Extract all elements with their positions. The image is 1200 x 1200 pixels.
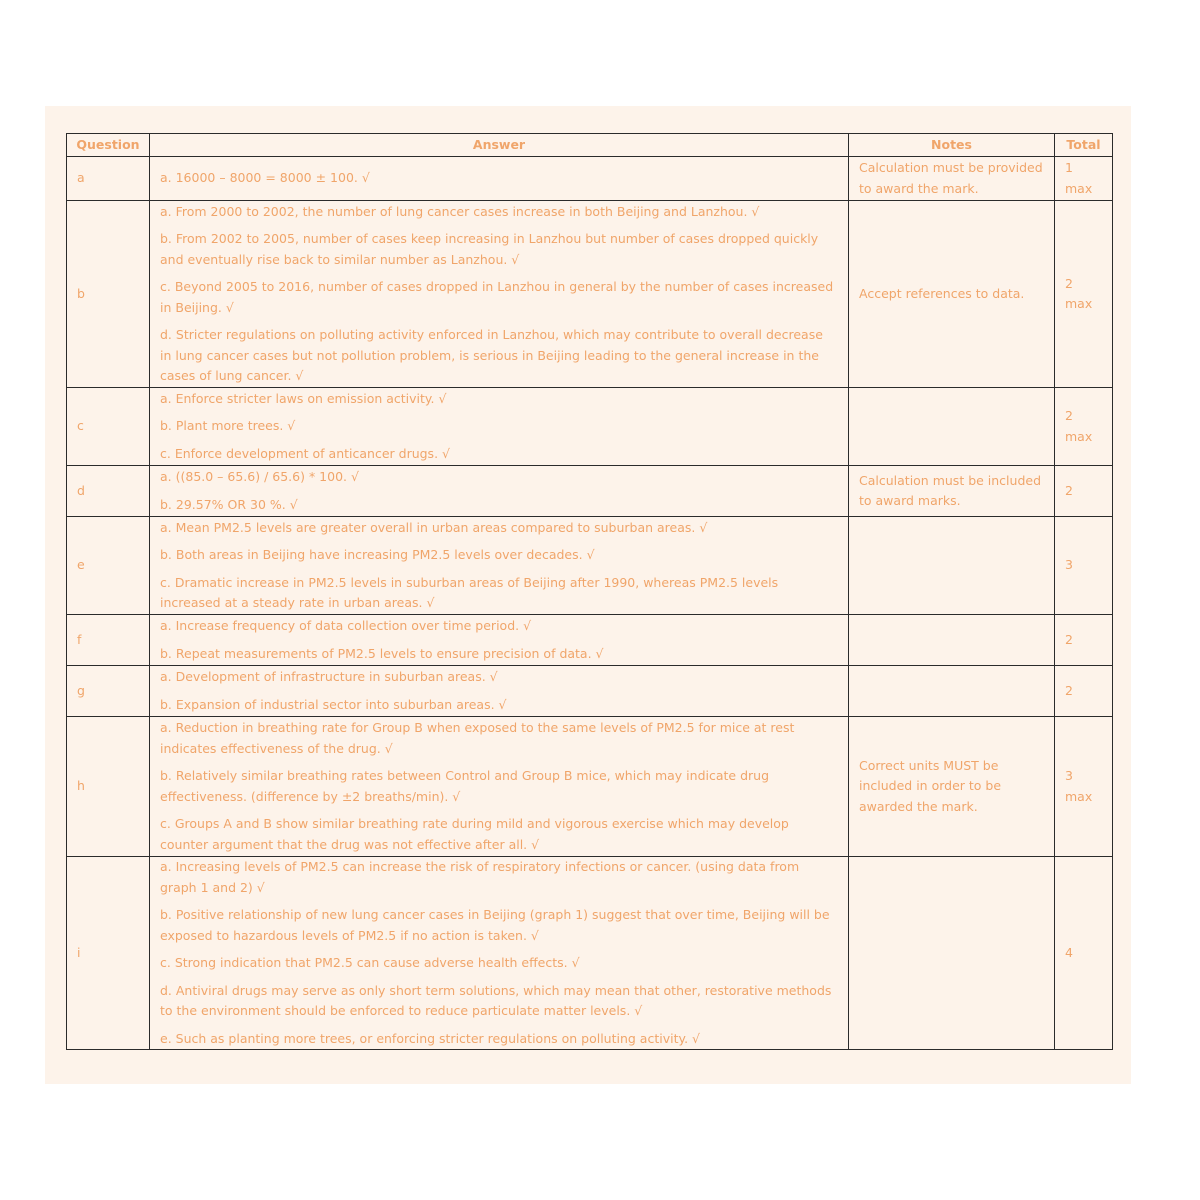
question-cell: f bbox=[67, 615, 150, 666]
notes-cell bbox=[849, 388, 1055, 466]
total-cell: 1 max bbox=[1055, 157, 1113, 201]
header-row bbox=[67, 134, 1113, 157]
notes-cell bbox=[849, 666, 1055, 717]
answer-cell bbox=[150, 517, 849, 615]
answer-point: a. ((85.0 – 65.6) / 65.6) * 100. √ bbox=[160, 469, 359, 484]
answer-point: c. Groups A and B show similar breathing rate during mild and vigorous exercise which may develop counter argument that the drug was not effective after all. √ bbox=[160, 816, 789, 852]
answer-point: a. From 2000 to 2002, the number of lung cancer cases increase in both Beijing and Lanzhou. √ bbox=[160, 203, 760, 219]
total-cell: 2 max bbox=[1055, 388, 1113, 466]
table-row bbox=[67, 388, 1113, 466]
header-notes: Notes bbox=[849, 134, 1055, 157]
total-cell: 3 max bbox=[1055, 717, 1113, 857]
answer-point: b. Relatively similar breathing rates between Control and Group B mice, which may indicate drug effectiveness. (difference by ±2 breaths/min). √ bbox=[160, 768, 770, 804]
answer-cell bbox=[150, 466, 849, 517]
notes-cell bbox=[849, 857, 1055, 1050]
table-row bbox=[67, 857, 1113, 1050]
notes-cell bbox=[849, 615, 1055, 666]
answer-point: a. Increase frequency of data collection over time period. √ bbox=[160, 618, 532, 633]
answer-point: b. 29.57% OR 30 %. √ bbox=[160, 496, 298, 512]
mark-scheme-panel bbox=[45, 106, 1131, 1084]
answer-point: c. Dramatic increase in PM2.5 levels in suburban areas of Beijing after 1990, whereas PM2.5 levels increased at a steady rate in urban areas. √ bbox=[160, 574, 779, 610]
answer-point: a. Increasing levels of PM2.5 can increase the risk of respiratory infections or cancer. (using data from graph 1 and 2) √ bbox=[160, 859, 800, 895]
question-cell: h bbox=[67, 717, 150, 857]
table-row bbox=[67, 157, 1113, 201]
answer-point: a. Reduction in breathing rate for Group B when exposed to the same levels of PM2.5 for mice at rest indicates effectiveness of the drug. √ bbox=[160, 720, 795, 756]
answer-point: a. Mean PM2.5 levels are greater overall in urban areas compared to suburban areas. √ bbox=[160, 519, 708, 535]
total-cell: 2 bbox=[1055, 466, 1113, 517]
question-cell: b bbox=[67, 201, 150, 388]
total-cell: 3 bbox=[1055, 517, 1113, 615]
answer-point: a. Enforce stricter laws on emission activity. √ bbox=[160, 390, 447, 406]
answer-point: a. Development of infrastructure in suburban areas. √ bbox=[160, 669, 498, 684]
mark-scheme-table bbox=[66, 133, 1113, 1050]
answer-point: b. Plant more trees. √ bbox=[160, 418, 296, 434]
answer-point: c. Enforce development of anticancer drugs. √ bbox=[160, 445, 450, 461]
notes-cell: Calculation must be provided to award the mark. bbox=[849, 157, 1055, 201]
answer-point: d. Stricter regulations on polluting activity enforced in Lanzhou, which may contribute to overall decrease in lung cancer cases but not pollution problem, is serious in Beijing leading to the general increase in the cases of lung cancer. √ bbox=[160, 327, 823, 383]
answer-point: b. Repeat measurements of PM2.5 levels to ensure precision of data. √ bbox=[160, 645, 604, 661]
table-row bbox=[67, 517, 1113, 615]
question-cell: g bbox=[67, 666, 150, 717]
table-row bbox=[67, 615, 1113, 666]
answer-point: b. Both areas in Beijing have increasing PM2.5 levels over decades. √ bbox=[160, 547, 595, 562]
answer-point: e. Such as planting more trees, or enforcing stricter regulations on polluting activity. √ bbox=[160, 1030, 701, 1046]
notes-cell: Accept references to data. bbox=[849, 201, 1055, 388]
answer-point: c. Beyond 2005 to 2016, number of cases dropped in Lanzhou in general by the number of cases increased in Beijing. √ bbox=[160, 279, 834, 315]
table-row bbox=[67, 666, 1113, 717]
question-cell: a bbox=[67, 157, 150, 201]
total-cell: 2 bbox=[1055, 615, 1113, 666]
question-cell: d bbox=[67, 466, 150, 517]
header-total: Total bbox=[1055, 134, 1113, 157]
header-answer: Answer bbox=[150, 134, 849, 157]
table-row bbox=[67, 201, 1113, 388]
answer-point: d. Antiviral drugs may serve as only short term solutions, which may mean that other, restorative methods to the environment should be enforced to reduce particulate matter levels. √ bbox=[160, 982, 832, 1018]
answer-cell bbox=[150, 717, 849, 857]
total-cell: 2 max bbox=[1055, 201, 1113, 388]
answer-cell bbox=[150, 615, 849, 666]
answer-point: b. Expansion of industrial sector into suburban areas. √ bbox=[160, 696, 507, 712]
answer-point: b. From 2002 to 2005, number of cases keep increasing in Lanzhou but number of cases dropped quickly and eventually rise back to similar number as Lanzhou. √ bbox=[160, 231, 819, 267]
question-cell: i bbox=[67, 857, 150, 1050]
total-cell: 4 bbox=[1055, 857, 1113, 1050]
table-row bbox=[67, 466, 1113, 517]
table-row bbox=[67, 717, 1113, 857]
answer-cell bbox=[150, 857, 849, 1050]
answer-point: b. Positive relationship of new lung cancer cases in Beijing (graph 1) suggest that over time, Beijing will be exposed to hazardous levels of PM2.5 if no action is taken. √ bbox=[160, 907, 830, 943]
question-cell: e bbox=[67, 517, 150, 615]
answer-point: c. Strong indication that PM2.5 can cause adverse health effects. √ bbox=[160, 955, 580, 970]
answer-point: a. 16000 – 8000 = 8000 ± 100. √ bbox=[160, 170, 370, 186]
header-question: Question bbox=[67, 134, 150, 157]
total-cell: 2 bbox=[1055, 666, 1113, 717]
answer-cell bbox=[150, 388, 849, 466]
answer-cell bbox=[150, 157, 849, 201]
answer-cell bbox=[150, 201, 849, 388]
answer-cell bbox=[150, 666, 849, 717]
notes-cell: Correct units MUST be included in order to be awarded the mark. bbox=[849, 717, 1055, 857]
question-cell: c bbox=[67, 388, 150, 466]
notes-cell: Calculation must be included to award marks. bbox=[849, 466, 1055, 517]
notes-cell bbox=[849, 517, 1055, 615]
